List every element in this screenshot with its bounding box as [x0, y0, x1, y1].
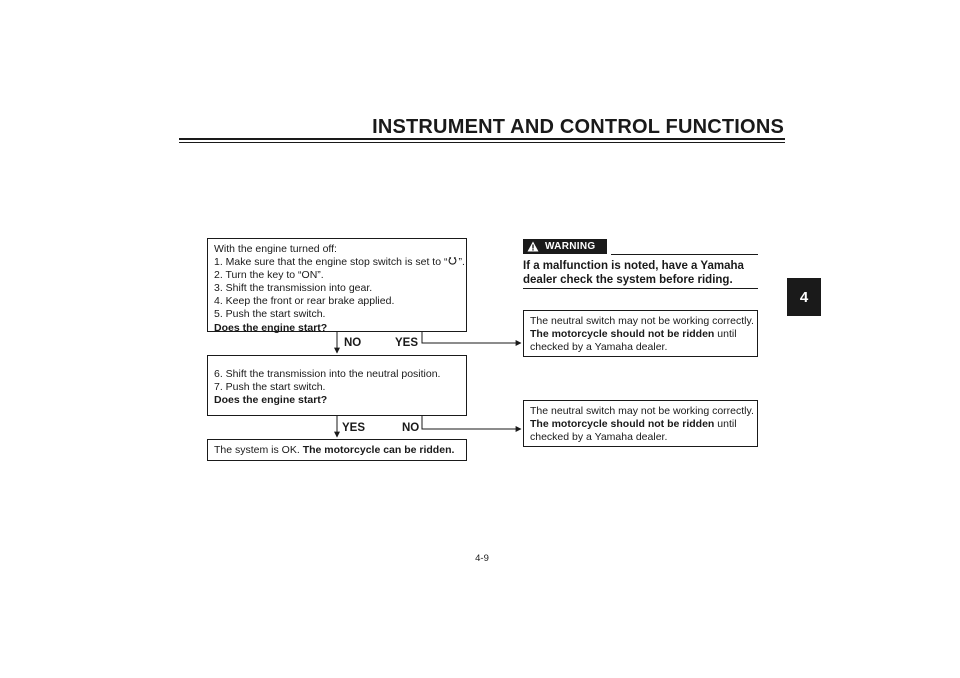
step2-line: 7. Push the start switch.: [214, 381, 326, 394]
warning-rule-bottom: [523, 288, 758, 289]
step1-line: With the engine turned off:: [214, 243, 337, 255]
flow-result-ok-box: [207, 439, 467, 461]
page-header-title: INSTRUMENT AND CONTROL FUNCTIONS: [372, 116, 784, 138]
step1-line: 5. Push the start switch.: [214, 308, 326, 321]
warning-label: WARNING: [545, 241, 596, 252]
step2-branch-yes: YES: [342, 422, 366, 434]
warning-triangle-icon: [527, 241, 539, 252]
connector-step2-no: [422, 416, 521, 429]
chapter-tab: 4: [787, 278, 821, 316]
flow-result-fail1-box: [523, 310, 758, 357]
step1-line: 3. Shift the transmission into gear.: [214, 282, 373, 295]
result-fail1-line: checked by a Yamaha dealer.: [530, 341, 668, 354]
result-fail1-line: The neutral switch may not be working correctly.: [530, 315, 754, 327]
result-fail2-line: checked by a Yamaha dealer.: [530, 431, 668, 444]
flow-step1-box: [207, 238, 467, 332]
flow-result-fail2-box: [523, 400, 758, 447]
step1-line: 2. Turn the key to “ON”.: [214, 269, 324, 282]
result-ok-bold: The motorcycle can be ridden.: [302, 444, 455, 456]
page-number: 4-9: [475, 553, 489, 564]
warning-line: dealer check the system before riding.: [523, 274, 733, 286]
step2-branch-no: NO: [402, 422, 420, 434]
result-fail1-suffix: until: [714, 328, 737, 341]
step2-line: 6. Shift the transmission into the neutral position.: [214, 368, 441, 380]
step2-question: Does the engine start?: [214, 394, 328, 407]
result-ok-text: The system is OK.: [214, 444, 303, 456]
step1-line-engine-stop: 1. Make sure that the engine stop switch is set to “ ”.: [214, 256, 465, 269]
result-fail1-bold: The motorcycle should not be ridden: [530, 328, 715, 341]
engine-run-symbol-icon: [448, 256, 457, 266]
warning-text: [523, 259, 763, 287]
step1-question: Does the engine start?: [214, 321, 328, 334]
result-fail2-bold: The motorcycle should not be ridden: [530, 418, 715, 431]
warning-rule: [611, 254, 758, 255]
step1-line: 4. Keep the front or rear brake applied.: [214, 295, 395, 308]
step1-branch-yes: YES: [395, 337, 419, 349]
result-fail2-line: The neutral switch may not be working correctly.: [530, 405, 754, 417]
warning-line: If a malfunction is noted, have a Yamaha: [523, 260, 744, 272]
warning-badge: [523, 239, 607, 254]
flow-step2-box: [207, 355, 467, 416]
step1-branch-no: NO: [344, 337, 362, 349]
result-fail2-suffix: until: [714, 418, 737, 431]
